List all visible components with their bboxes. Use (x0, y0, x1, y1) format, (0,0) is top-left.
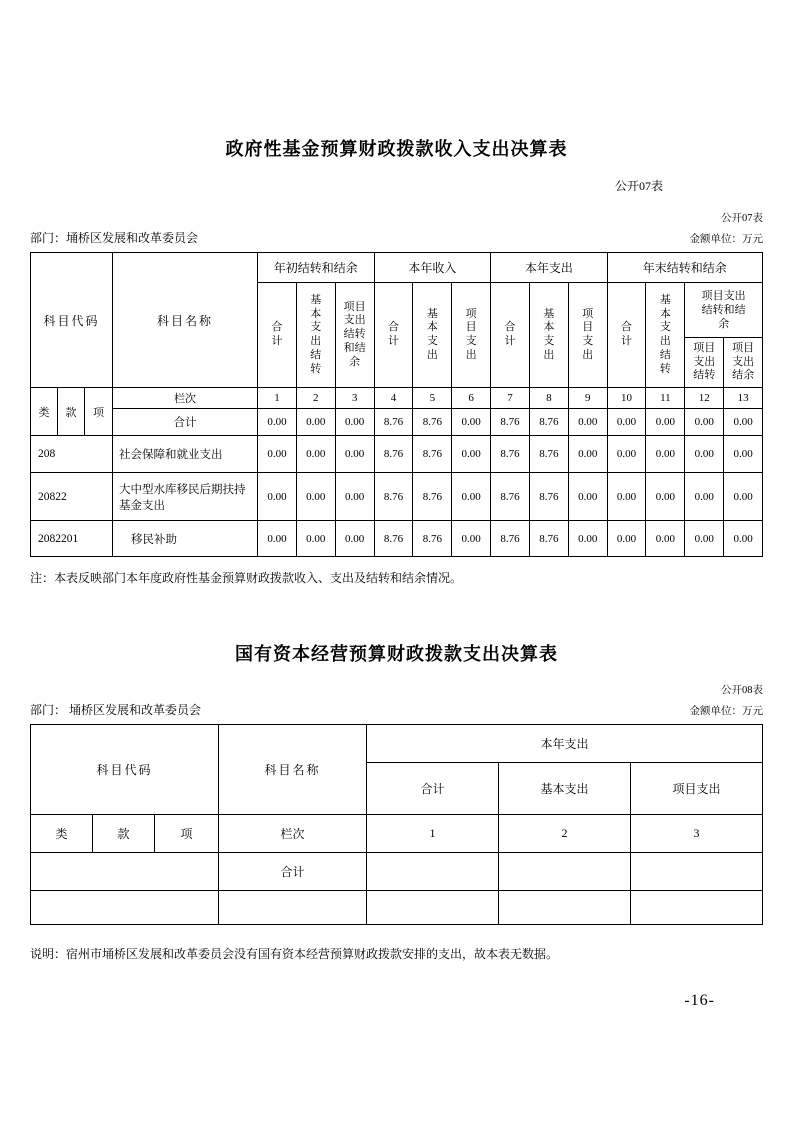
column-index-cell: 2 (499, 815, 631, 853)
subject-name-cell: 合计 (113, 409, 258, 436)
column-index-cell: 3 (335, 388, 374, 409)
subject-code-cell: 208 (31, 436, 113, 473)
value-cell: 0.00 (646, 473, 685, 521)
column-index-cell: 2 (296, 388, 335, 409)
column-index-cell: 13 (724, 388, 763, 409)
header-cell: 项目支出结转和结余 (685, 283, 763, 338)
header-cell: 基本支出结转 (646, 283, 685, 388)
department-label-2: 部门： 埇桥区发展和改革委员会 (30, 703, 202, 717)
value-cell: 0.00 (724, 436, 763, 473)
value-cell: 0.00 (724, 409, 763, 436)
value-cell: 8.76 (529, 473, 568, 521)
page-title-2: 国有资本经营预算财政拨款支出决算表 (235, 644, 558, 664)
value-cell: 8.76 (413, 409, 452, 436)
value-cell: 0.00 (335, 473, 374, 521)
column-index-cell: 12 (685, 388, 724, 409)
subject-name-cell: 社会保障和就业支出 (113, 436, 258, 473)
subject-code-cell (31, 891, 219, 925)
value-cell: 0.00 (335, 521, 374, 557)
value-cell: 8.76 (491, 436, 530, 473)
value-cell (367, 853, 499, 891)
value-cell: 0.00 (258, 436, 297, 473)
column-index-cell: 8 (529, 388, 568, 409)
subject-name-cell: 合计 (219, 853, 367, 891)
header-section-cell: 款 (93, 815, 155, 853)
table2-note: 说明：宿州市埇桥区发展和改革委员会没有国有资本经营预算财政拨款安排的支出，故本表无数据。 (30, 947, 559, 961)
header-cell: 项目支出结余 (724, 338, 763, 388)
header-cell: 合计 (258, 283, 297, 388)
header-subject-code: 科目代码 (31, 253, 113, 388)
value-cell: 0.00 (685, 436, 724, 473)
column-index-cell: 4 (374, 388, 413, 409)
header-class-cell: 类 (31, 388, 58, 436)
column-index-cell: 10 (607, 388, 646, 409)
header-subject-code: 科目代码 (31, 725, 219, 815)
value-cell: 8.76 (413, 436, 452, 473)
value-cell: 0.00 (607, 521, 646, 557)
header-cell: 基本支出 (529, 283, 568, 388)
column-index-cell: 6 (452, 388, 491, 409)
column-index-cell: 1 (367, 815, 499, 853)
table1-meta-row (30, 229, 763, 246)
table2-meta-row (30, 701, 763, 718)
unit-label-1: 金额单位：万元 (689, 234, 763, 245)
value-cell: 8.76 (374, 473, 413, 521)
value-cell: 8.76 (413, 473, 452, 521)
column-index-cell: 11 (646, 388, 685, 409)
header-cell: 项目支出 (631, 763, 763, 815)
value-cell: 0.00 (724, 473, 763, 521)
header-cell: 基本支出 (499, 763, 631, 815)
header-cell: 基本支出结转 (296, 283, 335, 388)
value-cell: 0.00 (335, 436, 374, 473)
value-cell: 8.76 (529, 521, 568, 557)
header-group-year-income: 本年收入 (374, 253, 491, 283)
value-cell: 8.76 (491, 473, 530, 521)
value-cell: 0.00 (646, 409, 685, 436)
column-index-cell: 7 (491, 388, 530, 409)
value-cell: 0.00 (607, 473, 646, 521)
header-cell: 合计 (367, 763, 499, 815)
value-cell: 0.00 (452, 473, 491, 521)
column-index-cell: 5 (413, 388, 452, 409)
header-group-end-balance: 年末结转和结余 (607, 253, 762, 283)
table-ref-07-outer: 公开07表 (614, 179, 663, 193)
value-cell: 0.00 (568, 436, 607, 473)
header-cell: 项目支出 (568, 283, 607, 388)
value-cell: 8.76 (491, 521, 530, 557)
value-cell: 0.00 (685, 521, 724, 557)
value-cell: 0.00 (568, 473, 607, 521)
value-cell: 8.76 (529, 436, 568, 473)
value-cell: 0.00 (296, 436, 335, 473)
header-item-cell: 项 (85, 388, 113, 436)
value-cell: 8.76 (374, 436, 413, 473)
subject-name-cell: 大中型水库移民后期扶持基金支出 (113, 473, 258, 521)
header-group-year-expense: 本年支出 (367, 725, 763, 763)
value-cell: 0.00 (607, 409, 646, 436)
value-cell: 0.00 (296, 409, 335, 436)
table-ref-07: 公开07表 (721, 213, 763, 224)
value-cell: 0.00 (646, 436, 685, 473)
header-group-year-expense: 本年支出 (491, 253, 608, 283)
subject-code-cell (31, 853, 219, 891)
value-cell: 0.00 (258, 409, 297, 436)
value-cell (631, 853, 763, 891)
value-cell (499, 853, 631, 891)
value-cell (631, 891, 763, 925)
value-cell (367, 891, 499, 925)
header-cell: 合计 (374, 283, 413, 388)
value-cell: 8.76 (413, 521, 452, 557)
department-label-1: 部门：埇桥区发展和改革委员会 (30, 231, 199, 245)
page-title-1: 政府性基金预算财政拨款收入支出决算表 (225, 139, 568, 159)
column-index-cell: 1 (258, 388, 297, 409)
subject-code-cell: 20822 (31, 473, 113, 521)
subject-name-cell: 移民补助 (113, 521, 258, 557)
header-section-cell: 款 (58, 388, 85, 436)
state-capital-table (30, 724, 763, 925)
value-cell: 0.00 (452, 409, 491, 436)
unit-label-2: 金额单位：万元 (689, 706, 763, 717)
column-index-cell: 9 (568, 388, 607, 409)
header-subject-name: 科目名称 (113, 253, 258, 388)
value-cell: 0.00 (724, 521, 763, 557)
header-group-begin-balance: 年初结转和结余 (258, 253, 375, 283)
column-index-cell: 3 (631, 815, 763, 853)
value-cell: 0.00 (568, 521, 607, 557)
subject-name-cell (219, 891, 367, 925)
table-ref-08: 公开08表 (721, 685, 763, 696)
value-cell: 8.76 (491, 409, 530, 436)
header-cell: 合计 (607, 283, 646, 388)
column-row-label-cell: 栏次 (113, 388, 258, 409)
page-number: -16- (684, 992, 715, 1009)
header-class-cell: 类 (31, 815, 93, 853)
column-row-label-cell: 栏次 (219, 815, 367, 853)
subject-code-cell: 2082201 (31, 521, 113, 557)
value-cell: 0.00 (296, 521, 335, 557)
header-item-cell: 项 (155, 815, 219, 853)
value-cell: 8.76 (374, 521, 413, 557)
value-cell: 0.00 (296, 473, 335, 521)
header-cell: 项目支出结转和结余 (335, 283, 374, 388)
value-cell: 0.00 (685, 409, 724, 436)
value-cell: 0.00 (258, 521, 297, 557)
value-cell: 0.00 (335, 409, 374, 436)
header-subject-name: 科目名称 (219, 725, 367, 815)
header-cell: 基本支出 (413, 283, 452, 388)
value-cell: 8.76 (529, 409, 568, 436)
header-cell: 项目支出结转 (685, 338, 724, 388)
value-cell: 0.00 (452, 521, 491, 557)
fund-budget-table (30, 252, 763, 557)
value-cell: 0.00 (452, 436, 491, 473)
header-cell: 合计 (491, 283, 530, 388)
value-cell (499, 891, 631, 925)
value-cell: 0.00 (607, 436, 646, 473)
table1-note: 注：本表反映部门本年度政府性基金预算财政拨款收入、支出及结转和结余情况。 (30, 571, 463, 585)
value-cell: 0.00 (258, 473, 297, 521)
header-cell: 项目支出 (452, 283, 491, 388)
value-cell: 0.00 (685, 473, 724, 521)
value-cell: 0.00 (646, 521, 685, 557)
value-cell: 8.76 (374, 409, 413, 436)
value-cell: 0.00 (568, 409, 607, 436)
